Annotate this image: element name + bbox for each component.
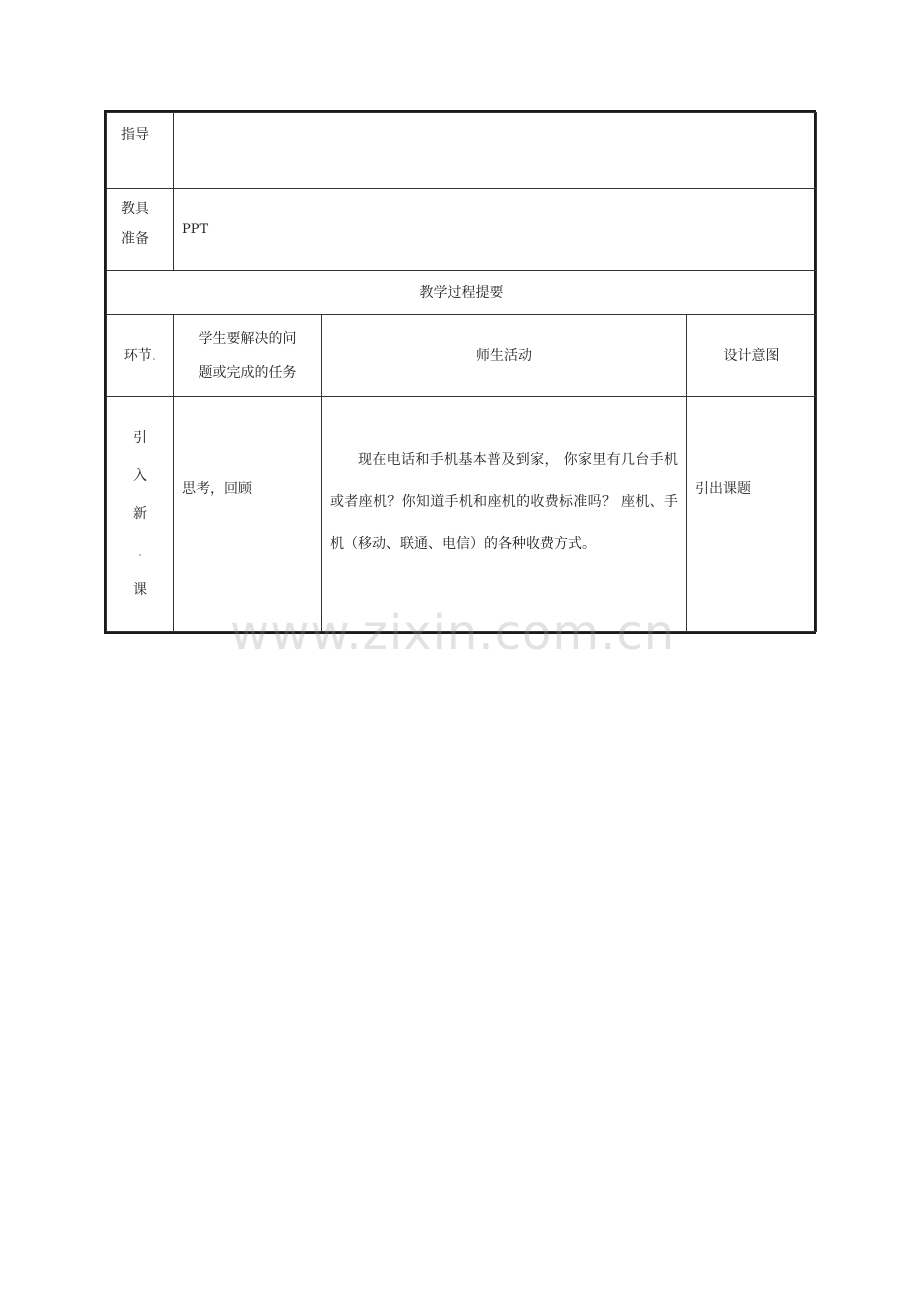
decor-dot: . (137, 544, 143, 560)
guidance-value (174, 113, 817, 189)
header-activity: 师生活动 (322, 315, 687, 397)
intro-stage (107, 397, 174, 632)
tools-label-line2: 准备 (121, 231, 149, 247)
guidance-label: 指导 (107, 113, 174, 189)
header-task (174, 315, 322, 397)
decor-dot: . (151, 347, 157, 364)
intro-stage-char: 课 (133, 582, 147, 598)
intro-stage-char: 入 (133, 468, 147, 484)
intro-stage-char (107, 495, 173, 571)
section-title: 教学过程提要 (107, 271, 817, 315)
lesson-plan-table (104, 110, 816, 634)
header-stage (107, 315, 174, 397)
header-stage-text: 环节 (123, 347, 152, 364)
tools-value: PPT (174, 189, 817, 271)
intro-task: 思考，回顾 (174, 397, 322, 632)
header-task-line2: 题或完成的任务 (198, 364, 297, 381)
intro-stage-char-text: 新 (133, 506, 147, 522)
intro-stage-char: 引 (133, 430, 147, 446)
header-intent: 设计意图 (687, 315, 817, 397)
intro-intent: 引出课题 (687, 397, 817, 632)
tools-label (107, 189, 174, 271)
watermark: www.zixin.com.cn (230, 605, 676, 661)
intro-activity: 现在电话和手机基本普及到家， 你家里有几台手机或者座机？你知道手机和座机的收费标准吗？ 座机、手机（移动、联通、电信）的各种收费方式。 (322, 397, 687, 632)
header-task-line1: 学生要解决的问 (198, 330, 297, 347)
tools-label-line1: 教具 (121, 201, 149, 217)
